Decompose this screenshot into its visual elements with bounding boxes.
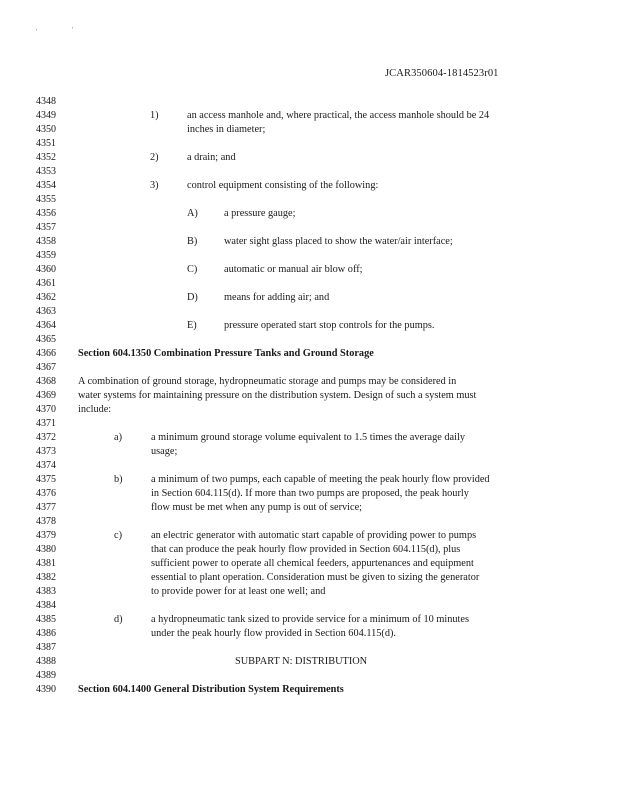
list-item-text: an electric generator with automatic start capable of providing power to pumps xyxy=(151,530,477,541)
line-number: 4372 xyxy=(36,432,56,443)
section-heading-1350: Section 604.1350 Combination Pressure Tanks and Ground Storage xyxy=(78,348,374,359)
line-number: 4361 xyxy=(36,278,56,289)
document-id: JCAR350604-1814523r01 xyxy=(385,68,499,79)
list-item-text: a drain; and xyxy=(187,152,236,163)
line-number: 4377 xyxy=(36,502,56,513)
line-number: 4358 xyxy=(36,236,56,247)
line-number: 4383 xyxy=(36,586,56,597)
line-number: 4371 xyxy=(36,418,56,429)
line-number: 4366 xyxy=(36,348,56,359)
list-item-text: an access manhole and, where practical, the access manhole should be 24 xyxy=(187,110,490,121)
list-marker: b) xyxy=(114,474,123,485)
line-number: 4355 xyxy=(36,194,56,205)
line-number: 4356 xyxy=(36,208,56,219)
line-number: 4362 xyxy=(36,292,56,303)
list-marker: d) xyxy=(114,614,123,625)
line-number: 4376 xyxy=(36,488,56,499)
line-number: 4386 xyxy=(36,628,56,639)
line-number: 4359 xyxy=(36,250,56,261)
line-number: 4385 xyxy=(36,614,56,625)
list-marker: a) xyxy=(114,432,122,443)
line-number: 4351 xyxy=(36,138,56,149)
list-marker: D) xyxy=(187,292,198,303)
list-item-text: water sight glass placed to show the water/air interface; xyxy=(224,236,453,247)
line-number: 4375 xyxy=(36,474,56,485)
corner-mark-left: ' xyxy=(36,28,38,36)
line-number: 4360 xyxy=(36,264,56,275)
line-number: 4354 xyxy=(36,180,56,191)
paragraph-text: A combination of ground storage, hydropneumatic storage and pumps may be considered in xyxy=(78,376,457,387)
list-item-text: pressure operated start stop controls for the pumps. xyxy=(224,320,435,331)
line-number: 4350 xyxy=(36,124,56,135)
list-item-text: control equipment consisting of the following: xyxy=(187,180,379,191)
list-marker: c) xyxy=(114,530,122,541)
line-number: 4374 xyxy=(36,460,56,471)
paragraph-text: include: xyxy=(78,404,112,415)
line-number: 4390 xyxy=(36,684,56,695)
paragraph-text: water systems for maintaining pressure on the distribution system. Design of such a system must xyxy=(78,390,477,401)
line-number: 4365 xyxy=(36,334,56,345)
line-number: 4352 xyxy=(36,152,56,163)
list-item-text: a minimum of two pumps, each capable of meeting the peak hourly flow provided xyxy=(151,474,490,485)
line-number: 4378 xyxy=(36,516,56,527)
line-number: 4368 xyxy=(36,376,56,387)
line-number: 4353 xyxy=(36,166,56,177)
corner-mark-right: ' xyxy=(72,26,74,34)
line-number: 4379 xyxy=(36,530,56,541)
list-item-text: in Section 604.115(d). If more than two pumps are proposed, the peak hourly xyxy=(151,488,469,499)
list-item-text: flow must be met when any pump is out of service; xyxy=(151,502,363,513)
list-marker: E) xyxy=(187,320,197,331)
subpart-title: SUBPART N: DISTRIBUTION xyxy=(235,656,368,667)
list-item-text: means for adding air; and xyxy=(224,292,330,303)
list-marker: 1) xyxy=(150,110,159,121)
line-number: 4357 xyxy=(36,222,56,233)
list-marker: B) xyxy=(187,236,198,247)
line-number: 4367 xyxy=(36,362,56,373)
list-marker: 3) xyxy=(150,180,159,191)
list-item-text: sufficient power to operate all chemical feeders, appurtenances and equipment xyxy=(151,558,474,569)
section-heading-1400: Section 604.1400 General Distribution System Requirements xyxy=(78,684,344,695)
line-number: 4373 xyxy=(36,446,56,457)
list-item-text: automatic or manual air blow off; xyxy=(224,264,363,275)
line-number: 4364 xyxy=(36,320,56,331)
line-number: 4382 xyxy=(36,572,56,583)
list-item-text: under the peak hourly flow provided in Section 604.115(d). xyxy=(151,628,396,639)
line-number: 4348 xyxy=(36,96,56,107)
line-number: 4388 xyxy=(36,656,56,667)
line-number: 4384 xyxy=(36,600,56,611)
line-number: 4380 xyxy=(36,544,56,555)
line-number: 4389 xyxy=(36,670,56,681)
list-item-text: that can produce the peak hourly flow provided in Section 604.115(d), plus xyxy=(151,544,461,555)
list-item-text: to provide power for at least one well; and xyxy=(151,586,326,597)
line-number: 4349 xyxy=(36,110,56,121)
line-number: 4370 xyxy=(36,404,56,415)
list-item-text: a hydropneumatic tank sized to provide service for a minimum of 10 minutes xyxy=(151,614,469,625)
list-item-text: a minimum ground storage volume equivalent to 1.5 times the average daily xyxy=(151,432,465,443)
list-marker: 2) xyxy=(150,152,159,163)
line-number: 4369 xyxy=(36,390,56,401)
line-number: 4363 xyxy=(36,306,56,317)
line-number: 4381 xyxy=(36,558,56,569)
list-item-text: essential to plant operation. Consideration must be given to sizing the generator xyxy=(151,572,480,583)
list-item-text: usage; xyxy=(151,446,178,457)
line-number: 4387 xyxy=(36,642,56,653)
list-marker: C) xyxy=(187,264,198,275)
list-marker: A) xyxy=(187,208,198,219)
list-item-text: inches in diameter; xyxy=(187,124,266,135)
list-item-text: a pressure gauge; xyxy=(224,208,296,219)
